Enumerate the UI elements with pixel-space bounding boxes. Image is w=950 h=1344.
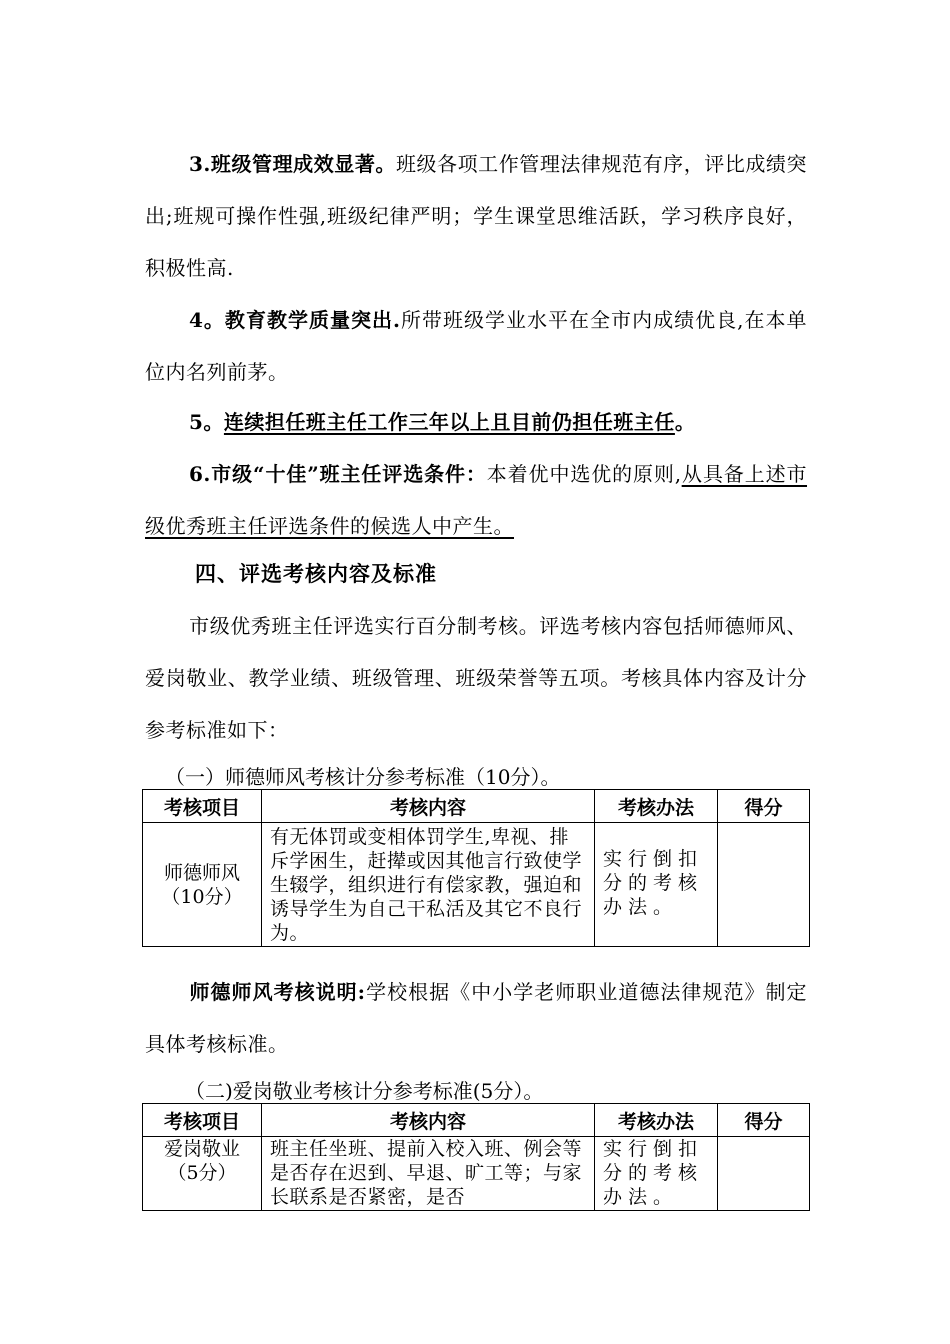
header-cell: 考核办法 <box>595 790 718 823</box>
table-header-row <box>143 1104 810 1137</box>
header-cell: 考核内容 <box>262 790 595 823</box>
item-5-title: 5。 <box>189 410 224 434</box>
item-4-title: 4。教育教学质量突出. <box>189 308 401 332</box>
header-cell: 考核项目 <box>143 1104 262 1137</box>
table-2 <box>142 1103 810 1211</box>
item-cell: 爱岗敬业（5分） <box>143 1137 262 1211</box>
section-intro <box>145 600 807 756</box>
paragraph-item-6 <box>145 448 807 552</box>
section-heading: 四、评选考核内容及标准 <box>195 561 437 586</box>
header-cell: 得分 <box>718 1104 810 1137</box>
table-1-caption: （一）师德师风考核计分参考标准（10分）。 <box>165 765 561 789</box>
table-row <box>143 1137 810 1211</box>
method-cell: 实行倒扣分的考核办法。 <box>595 1137 718 1211</box>
header-cell: 考核内容 <box>262 1104 595 1137</box>
score-cell <box>718 1137 810 1211</box>
item-6-title: 6.市级“十佳”班主任评选条件： <box>189 462 487 486</box>
item-3-text: 班级各项工作管理法律规范有序，评比成绩突出;班规可操作性强,班级纪律严明；学生课堂思维活跃，学习秩序良好，积极性高. <box>145 152 807 280</box>
header-cell: 考核办法 <box>595 1104 718 1137</box>
paragraph-item-5 <box>145 396 807 448</box>
section-intro-text: 市级优秀班主任评选实行百分制考核。评选考核内容包括师德师风、爱岗敬业、教学业绩、班级管理、班级荣誉等五项。考核具体内容及计分参考标准如下： <box>145 614 807 742</box>
item-6-text: 本着优中选优的原则, <box>486 462 682 486</box>
score-cell <box>718 823 810 947</box>
content-cell: 班主任坐班、提前入校入班、例会等是否存在迟到、早退、旷工等；与家长联系是否紧密，是否 <box>262 1137 595 1211</box>
paragraph-item-3 <box>145 138 807 294</box>
note-1 <box>145 966 807 1070</box>
item-4-text: 所带班级学业水平在全市内成绩优良,在本单位内名列前茅。 <box>145 308 807 384</box>
header-cell: 得分 <box>718 790 810 823</box>
table-1 <box>142 789 810 947</box>
table-2-caption: （二)爱岗敬业考核计分参考标准(5分）。 <box>185 1079 544 1103</box>
item-cell: 师德师风（10分） <box>143 823 262 947</box>
header-cell: 考核项目 <box>143 790 262 823</box>
paragraph-item-4 <box>145 294 807 398</box>
method-cell: 实行倒扣分的考核办法。 <box>595 823 718 947</box>
table-row <box>143 823 810 947</box>
item-6-underlined: 从具备上述市级优秀班主任评选条件的候选人中产生。 <box>145 462 808 538</box>
content-cell: 有无体罚或变相体罚学生,卑视、排斥学困生，赶撵或因其他言行致使学生辍学，组织进行有偿家教，强迫和诱导学生为自己干私活及其它不良行为。 <box>262 823 595 947</box>
note-1-text: 学校根据《中小学老师职业道德法律规范》制定具体考核标准。 <box>145 980 808 1056</box>
item-3-title: 3.班级管理成效显著。 <box>189 152 396 176</box>
table-header-row <box>143 790 810 823</box>
note-1-title: 师德师风考核说明: <box>189 980 366 1004</box>
item-5-underlined: 连续担任班主任工作三年以上且目前仍担任班主任 <box>223 410 675 434</box>
item-5-end: 。 <box>674 410 696 434</box>
